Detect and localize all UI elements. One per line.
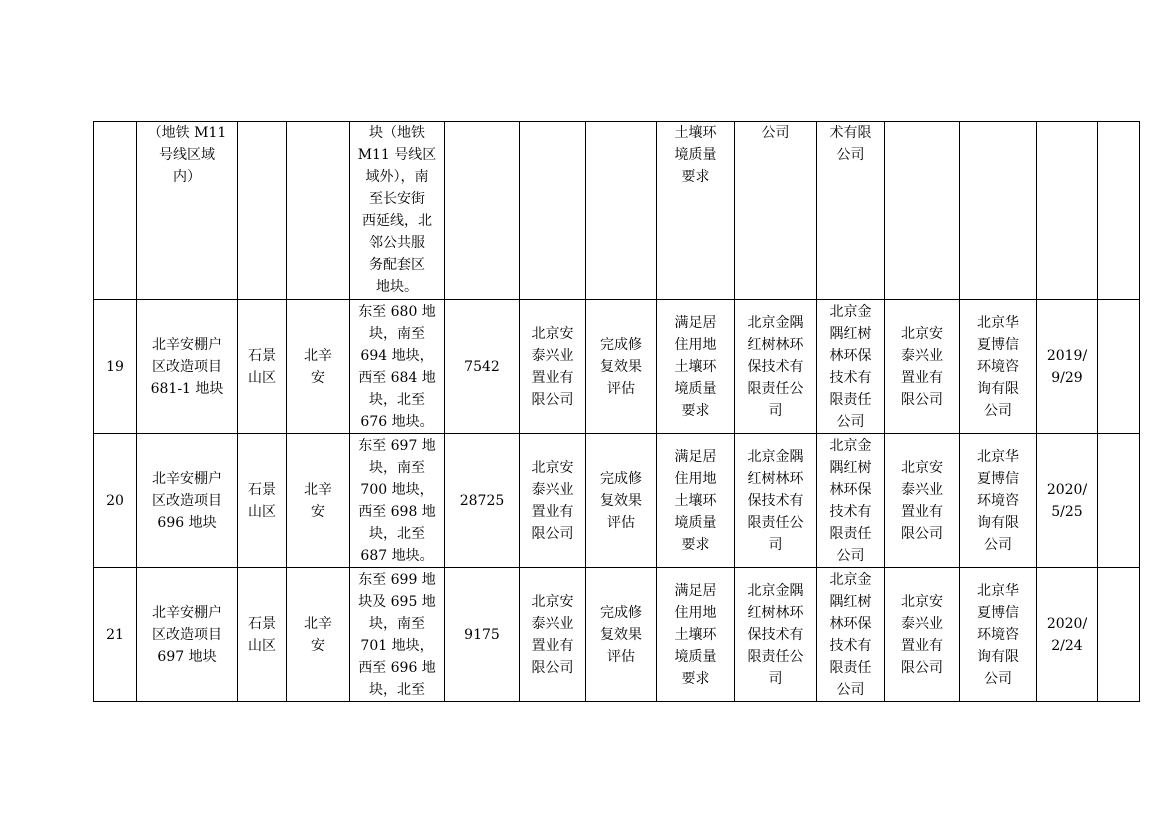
cell-district: 石景 山区 (238, 568, 287, 702)
cell-unit-3: 北京安 泰兴业 置业有 限公司 (885, 568, 960, 702)
cell-contractor-1: 北京金隅 红树林环 保技术有 限责任公 司 (735, 568, 817, 702)
cell-contractor-2: 北京金 隅红树 林环保 技术有 限责任 公司 (817, 434, 885, 568)
cell-date: 2019/ 9/29 (1037, 300, 1098, 434)
cell-district: 石景 山区 (238, 300, 287, 434)
cell-standard: 满足居 住用地 土壤环 境质量 要求 (657, 300, 735, 434)
cell-extra (1098, 300, 1140, 434)
cell-owner: 北京安 泰兴业 置业有 限公司 (520, 300, 586, 434)
cell-standard: 土壤环 境质量 要求 (657, 122, 735, 300)
cell-standard: 满足居 住用地 土壤环 境质量 要求 (657, 568, 735, 702)
cell-stage: 完成修 复效果 评估 (586, 300, 657, 434)
cell-date: 2020/ 2/24 (1037, 568, 1098, 702)
cell-contractor-2: 术有限 公司 (817, 122, 885, 300)
cell-owner: 北京安 泰兴业 置业有 限公司 (520, 434, 586, 568)
cell-date (1037, 122, 1098, 300)
cell-project-name: 北辛安棚户 区改造项目 681-1 地块 (137, 300, 238, 434)
cell-unit-3 (885, 122, 960, 300)
cell-extra (1098, 568, 1140, 702)
cell-owner (520, 122, 586, 300)
cell-unit-4: 北京华 夏博信 环境咨 询有限 公司 (960, 300, 1037, 434)
cell-size: 28725 (445, 434, 520, 568)
cell-number: 19 (94, 300, 137, 434)
cell-unit-4: 北京华 夏博信 环境咨 询有限 公司 (960, 568, 1037, 702)
cell-number (94, 122, 137, 300)
cell-location: 东至 697 地 块，南至 700 地块， 西至 698 地 块，北至 687 地块。 (350, 434, 445, 568)
cell-project-name: （地铁 M11 号线区域 内） (137, 122, 238, 300)
table-row (94, 434, 1140, 568)
cell-district: 石景 山区 (238, 434, 287, 568)
cell-unit-3: 北京安 泰兴业 置业有 限公司 (885, 434, 960, 568)
cell-area-name: 北辛 安 (287, 300, 350, 434)
cell-project-name: 北辛安棚户 区改造项目 696 地块 (137, 434, 238, 568)
cell-unit-4 (960, 122, 1037, 300)
cell-stage: 完成修 复效果 评估 (586, 434, 657, 568)
cell-location: 东至 699 地 块及 695 地 块，南至 701 地块， 西至 696 地 块，北至 (350, 568, 445, 702)
cell-size: 7542 (445, 300, 520, 434)
cell-area-name: 北辛 安 (287, 568, 350, 702)
cell-stage: 完成修 复效果 评估 (586, 568, 657, 702)
cell-stage (586, 122, 657, 300)
cell-contractor-2: 北京金 隅红树 林环保 技术有 限责任 公司 (817, 300, 885, 434)
cell-size: 9175 (445, 568, 520, 702)
cell-unit-4: 北京华 夏博信 环境咨 询有限 公司 (960, 434, 1037, 568)
cell-contractor-1: 公司 (735, 122, 817, 300)
table-row (94, 568, 1140, 702)
cell-standard: 满足居 住用地 土壤环 境质量 要求 (657, 434, 735, 568)
cell-contractor-1: 北京金隅 红树林环 保技术有 限责任公 司 (735, 434, 817, 568)
table-row (94, 300, 1140, 434)
cell-area-name: 北辛 安 (287, 434, 350, 568)
cell-area-name (287, 122, 350, 300)
cell-extra (1098, 122, 1140, 300)
cell-district (238, 122, 287, 300)
cell-owner: 北京安 泰兴业 置业有 限公司 (520, 568, 586, 702)
site-table (93, 121, 1140, 702)
cell-size (445, 122, 520, 300)
cell-contractor-1: 北京金隅 红树林环 保技术有 限责任公 司 (735, 300, 817, 434)
cell-extra (1098, 434, 1140, 568)
cell-project-name: 北辛安棚户 区改造项目 697 地块 (137, 568, 238, 702)
cell-location: 块（地铁 M11 号线区 域外），南 至长安街 西延线，北 邻公共服 务配套区 地块。 (350, 122, 445, 300)
table-row (94, 122, 1140, 300)
cell-unit-3: 北京安 泰兴业 置业有 限公司 (885, 300, 960, 434)
cell-contractor-2: 北京金 隅红树 林环保 技术有 限责任 公司 (817, 568, 885, 702)
cell-date: 2020/ 5/25 (1037, 434, 1098, 568)
cell-number: 21 (94, 568, 137, 702)
cell-location: 东至 680 地 块，南至 694 地块， 西至 684 地 块，北至 676 地块。 (350, 300, 445, 434)
cell-number: 20 (94, 434, 137, 568)
